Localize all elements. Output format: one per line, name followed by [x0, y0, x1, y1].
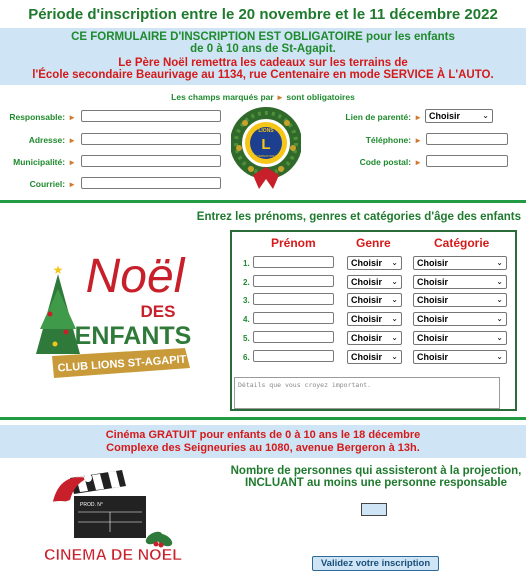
cinema-de-noel-logo	[30, 466, 200, 566]
chevron-down-icon: ⌄	[482, 111, 489, 120]
required-arrow-icon: ►	[68, 158, 76, 167]
child-prenom-input[interactable]	[253, 312, 334, 324]
chevron-down-icon: ⌄	[496, 295, 503, 304]
attendance-question	[228, 465, 524, 489]
info-banner-line3: Le Père Noël remettra les cadeaux sur les terrains de	[118, 57, 408, 69]
section-divider	[0, 200, 526, 203]
adresse-input[interactable]	[81, 133, 221, 145]
section-divider	[0, 417, 526, 420]
required-arrow-icon: ►	[276, 93, 284, 102]
info-banner-line1: CE FORMULAIRE D'INSCRIPTION EST OBLIGATOIRE pour les enfants	[71, 31, 455, 43]
child-genre-select[interactable]: Choisir ⌄	[347, 293, 402, 307]
chevron-down-icon: ⌄	[496, 333, 503, 342]
svg-text:DES: DES	[140, 302, 176, 321]
required-fields-note: Les champs marqués par ► sont obligatoires	[171, 92, 355, 102]
child-categorie-select[interactable]: Choisir ⌄	[413, 275, 507, 289]
svg-text:Noël: Noël	[85, 250, 185, 303]
child-categorie-select[interactable]: Choisir ⌄	[413, 331, 507, 345]
chevron-down-icon: ⌄	[391, 314, 398, 323]
code-postal-input[interactable]	[426, 155, 508, 167]
lien-parente-select[interactable]: Choisir ⌄	[425, 109, 493, 123]
info-banner-line4: l'École secondaire Beaurivage au 1134, rue Centenaire en mode SERVICE À L'AUTO.	[32, 69, 494, 81]
svg-text:CINEMA DE NOEL: CINEMA DE NOEL	[43, 547, 183, 564]
attendance-question-line2: INCLUANT au moins une personne responsable	[245, 477, 507, 489]
child-genre-select[interactable]: Choisir ⌄	[347, 331, 402, 345]
cinema-banner	[0, 425, 526, 458]
chevron-down-icon: ⌄	[391, 277, 398, 286]
attendee-count-input[interactable]	[361, 503, 387, 516]
info-banner	[0, 28, 526, 85]
required-arrow-icon: ►	[414, 136, 422, 145]
registration-period-title: Période d'inscription entre le 20 novembre et le 11 décembre 2022	[28, 6, 498, 23]
genre-column-header: Genre	[356, 236, 391, 250]
chevron-down-icon: ⌄	[391, 333, 398, 342]
child-categorie-select[interactable]: Choisir ⌄	[413, 350, 507, 364]
responsable-input[interactable]	[81, 110, 221, 122]
attendance-question-line1: Nombre de personnes qui assisteront à la projection,	[230, 465, 522, 477]
required-arrow-icon: ►	[68, 136, 76, 145]
required-arrow-icon: ►	[68, 113, 76, 122]
info-banner-line2: de 0 à 10 ans de St-Agapit.	[190, 43, 336, 55]
chevron-down-icon: ⌄	[391, 258, 398, 267]
prenom-column-header: Prénom	[271, 236, 316, 250]
row-number: 2.	[243, 278, 250, 287]
child-prenom-input[interactable]	[253, 350, 334, 362]
chevron-down-icon: ⌄	[496, 352, 503, 361]
row-number: 3.	[243, 296, 250, 305]
lien-parente-label: Lien de parenté: ►	[345, 112, 422, 122]
svg-text:INTERNATIONAL: INTERNATIONAL	[254, 154, 278, 158]
chevron-down-icon: ⌄	[496, 277, 503, 286]
adresse-label: Adresse: ►	[28, 135, 76, 145]
chevron-down-icon: ⌄	[391, 295, 398, 304]
svg-text:ENFANTS: ENFANTS	[74, 322, 192, 350]
cinema-banner-line1: Cinéma GRATUIT pour enfants de 0 à 10 ans le 18 décembre	[105, 429, 421, 441]
child-prenom-input[interactable]	[253, 275, 334, 287]
required-arrow-icon: ►	[414, 158, 422, 167]
row-number: 1.	[243, 259, 250, 268]
row-number: 5.	[243, 334, 250, 343]
chevron-down-icon: ⌄	[496, 258, 503, 267]
child-categorie-select[interactable]: Choisir ⌄	[413, 293, 507, 307]
telephone-label: Téléphone: ►	[365, 135, 422, 145]
row-number: 6.	[243, 353, 250, 362]
code-postal-label: Code postal: ►	[359, 157, 422, 167]
svg-text:L: L	[261, 136, 271, 153]
municipalite-input[interactable]	[81, 155, 221, 167]
telephone-input[interactable]	[426, 133, 508, 145]
svg-text:PROD. N°: PROD. N°	[80, 502, 103, 508]
child-genre-select[interactable]: Choisir ⌄	[347, 275, 402, 289]
child-categorie-select[interactable]: Choisir ⌄	[413, 256, 507, 270]
child-categorie-select[interactable]: Choisir ⌄	[413, 312, 507, 326]
courriel-input[interactable]	[81, 177, 221, 189]
child-genre-select[interactable]: Choisir ⌄	[347, 256, 402, 270]
cinema-banner-line2: Complexe des Seigneuries au 1080, avenue Bergeron à 13h.	[106, 442, 420, 454]
required-arrow-icon: ►	[68, 180, 76, 189]
child-prenom-input[interactable]	[253, 331, 334, 343]
child-genre-select[interactable]: Choisir ⌄	[347, 312, 402, 326]
municipalite-label: Municipalité: ►	[13, 157, 76, 167]
child-prenom-input[interactable]	[253, 293, 334, 305]
children-section-title: Entrez les prénoms, genres et catégories d'âge des enfants	[196, 211, 521, 223]
row-number: 4.	[243, 315, 250, 324]
child-genre-select[interactable]: Choisir ⌄	[347, 350, 402, 364]
svg-text:★: ★	[52, 263, 64, 277]
details-textarea[interactable]: Détails que vous croyez important.	[234, 377, 500, 409]
responsable-label: Responsable: ►	[9, 112, 76, 122]
noel-des-enfants-logo	[30, 244, 210, 394]
chevron-down-icon: ⌄	[391, 352, 398, 361]
categorie-column-header: Catégorie	[434, 236, 490, 250]
required-arrow-icon: ►	[414, 113, 422, 122]
child-prenom-input[interactable]	[253, 256, 334, 268]
courriel-label: Courriel: ►	[29, 179, 76, 189]
svg-text:LIONS: LIONS	[258, 128, 274, 134]
chevron-down-icon: ⌄	[496, 314, 503, 323]
lions-wreath-logo	[231, 103, 301, 193]
submit-registration-button[interactable]: Validez votre inscription	[312, 556, 439, 571]
svg-text:CLUB LIONS ST-AGAPIT: CLUB LIONS ST-AGAPIT	[57, 353, 187, 375]
